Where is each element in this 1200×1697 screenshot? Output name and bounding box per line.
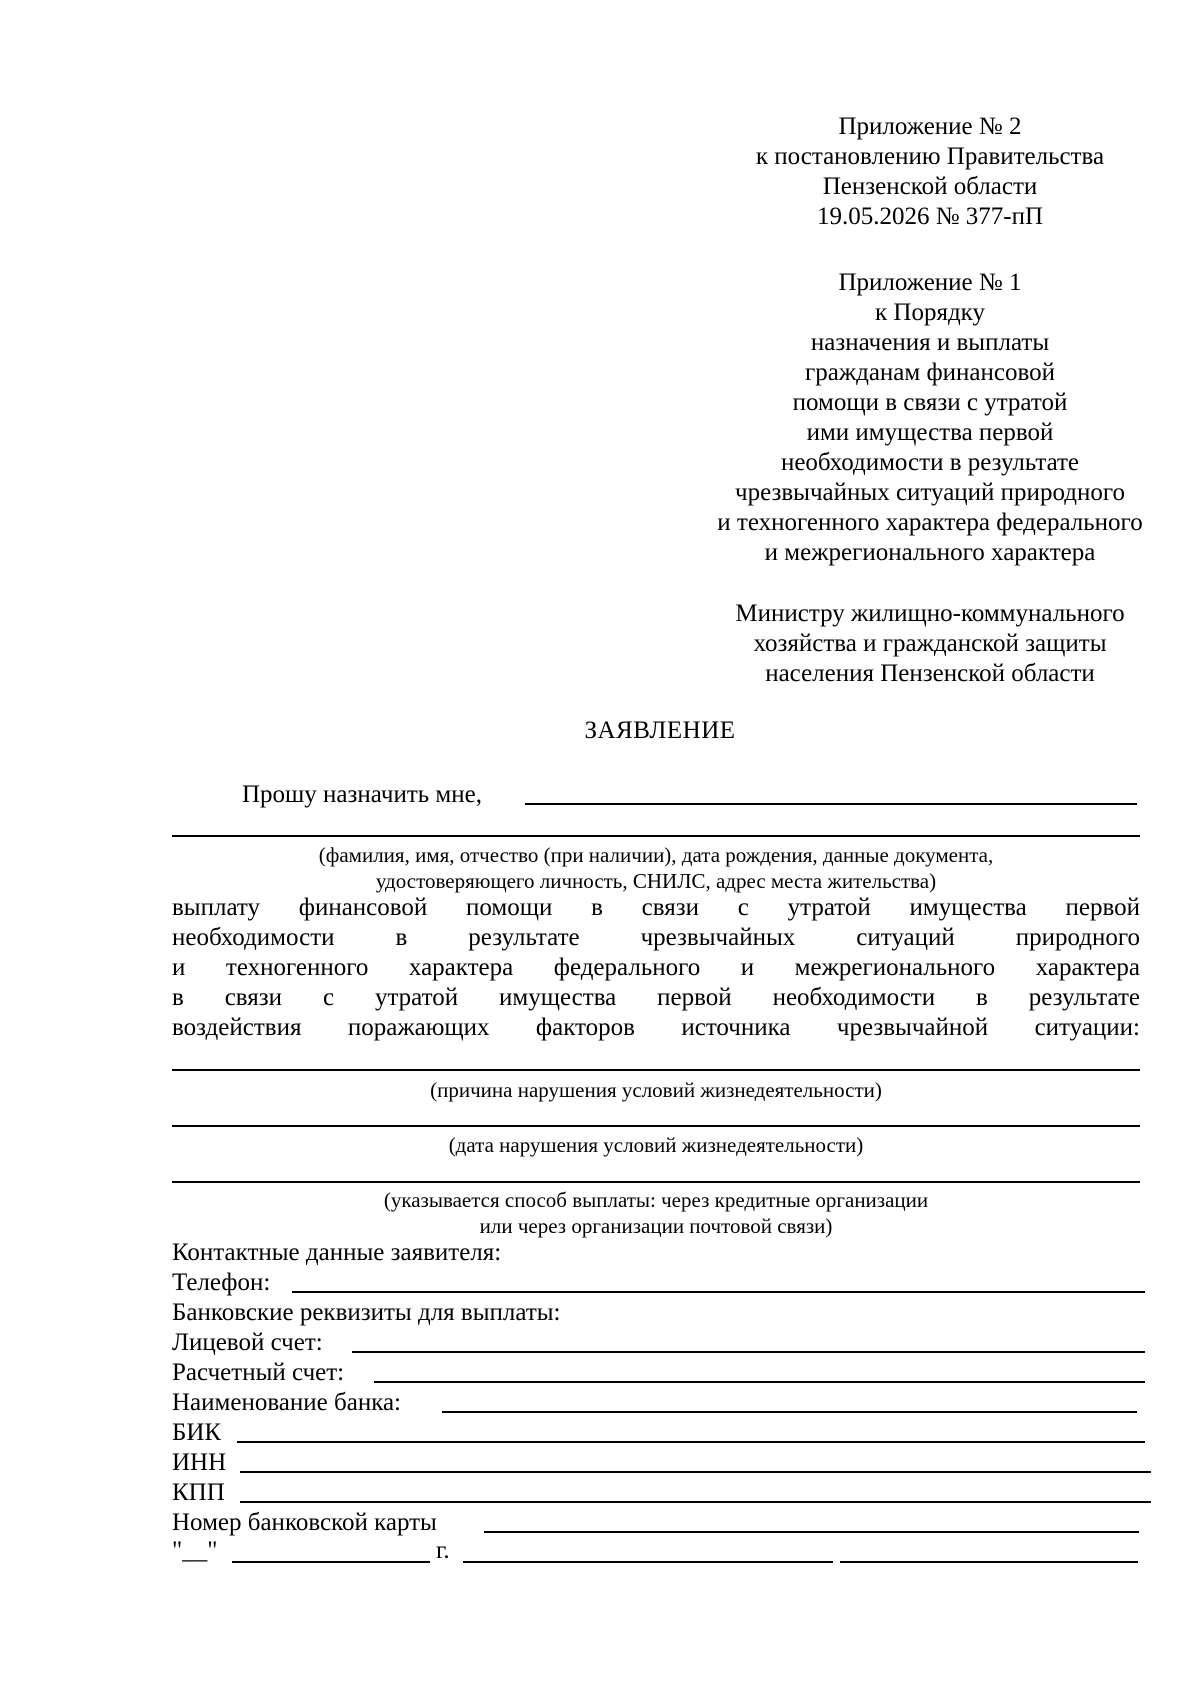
phone-field-line[interactable] xyxy=(292,1291,1145,1293)
payment-method-caption xyxy=(172,1187,1140,1239)
body-line xyxy=(172,983,1140,1013)
addressee-line: Министру жилищно-коммунального xyxy=(735,600,1125,627)
signature-name-field-line[interactable] xyxy=(463,1561,833,1563)
date-field-line[interactable] xyxy=(172,1125,1140,1127)
appendix-2-line: к постановлению Правительства xyxy=(755,143,1105,170)
contacts-heading: Контактные данные заявителя: xyxy=(172,1239,502,1266)
settlement-account-label: Расчетный счет: xyxy=(172,1359,345,1386)
body-line-text: в связи с утратой имущества первой необходимости в результате xyxy=(172,984,1140,1011)
request-intro: Прошу назначить мне, xyxy=(242,781,482,808)
applicant-field-line[interactable] xyxy=(525,803,1137,805)
addressee-line: хозяйства и гражданской защиты xyxy=(753,630,1107,657)
bank-heading: Банковские реквизиты для выплаты: xyxy=(172,1299,561,1326)
appendix-2-line: Приложение № 2 xyxy=(838,113,1022,140)
bank-name-label: Наименование банка: xyxy=(172,1389,402,1416)
body-line-text: воздействия поражающих факторов источника чрезвычайной ситуации: xyxy=(172,1014,1140,1041)
addressee-line: населения Пензенской области xyxy=(765,660,1095,687)
applicant-field-line-2[interactable] xyxy=(172,835,1140,837)
reason-caption: (причина нарушения условий жизнедеятельности) xyxy=(430,1078,882,1102)
reason-field-line[interactable] xyxy=(172,1069,1140,1071)
body-line xyxy=(172,893,1140,923)
body-line xyxy=(172,1013,1140,1043)
bik-field-line[interactable] xyxy=(237,1441,1145,1443)
body-line-text: выплату финансовой помощи в связи с утратой имущества первой xyxy=(172,894,1140,921)
appendix-1-line: Приложение № 1 xyxy=(838,269,1022,296)
applicant-caption xyxy=(172,842,1140,894)
card-number-field-line[interactable] xyxy=(484,1531,1139,1533)
kpp-label: КПП xyxy=(172,1479,225,1506)
year-suffix: г. xyxy=(436,1537,450,1564)
signature-date-quote: "__" xyxy=(172,1537,218,1564)
body-line-text: необходимости в результате чрезвычайных ситуаций природного xyxy=(172,924,1140,951)
bik-label: БИК xyxy=(172,1419,222,1446)
appendix-2-date-number: 19.05.2026 № 377-пП xyxy=(816,203,1044,230)
signature-month-field-line[interactable] xyxy=(232,1561,430,1563)
addressee-block xyxy=(670,599,1190,689)
appendix-1-header xyxy=(650,268,1200,568)
inn-field-line[interactable] xyxy=(240,1471,1151,1473)
signature-field-line[interactable] xyxy=(840,1561,1138,1563)
card-number-label: Номер банковской карты xyxy=(172,1509,437,1536)
appendix-1-line: и межрегионального характера xyxy=(764,539,1096,566)
appendix-1-line: гражданам финансовой xyxy=(804,359,1056,386)
appendix-1-line: необходимости в результате xyxy=(780,449,1080,476)
payment-method-field-line[interactable] xyxy=(172,1181,1140,1183)
body-line xyxy=(172,923,1140,953)
date-caption: (дата нарушения условий жизнедеятельности) xyxy=(448,1133,864,1157)
inn-label: ИНН xyxy=(172,1449,227,1476)
bank-name-field-line[interactable] xyxy=(442,1411,1137,1413)
appendix-1-line: помощи в связи с утратой xyxy=(792,389,1068,416)
document-title: ЗАЯВЛЕНИЕ xyxy=(584,717,736,744)
applicant-caption-line: (фамилия, имя, отчество (при наличии), дата рождения, данные документа, xyxy=(318,843,994,867)
personal-account-field-line[interactable] xyxy=(352,1351,1145,1353)
body-line-text: и техногенного характера федерального и межрегионального характера xyxy=(172,954,1140,981)
body-line xyxy=(172,953,1140,983)
personal-account-label: Лицевой счет: xyxy=(172,1329,323,1356)
appendix-1-line: назначения и выплаты xyxy=(810,329,1050,356)
appendix-2-header xyxy=(690,112,1170,232)
appendix-1-line: и техногенного характера федерального xyxy=(717,509,1143,536)
settlement-account-field-line[interactable] xyxy=(374,1381,1145,1383)
payment-caption-line: (указывается способ выплаты: через кредитные организации xyxy=(383,1188,929,1212)
appendix-1-line: ими имущества первой xyxy=(806,419,1054,446)
appendix-1-line: к Порядку xyxy=(875,299,985,326)
phone-label: Телефон: xyxy=(172,1269,271,1296)
kpp-field-line[interactable] xyxy=(240,1501,1151,1503)
applicant-caption-line: удостоверяющего личность, СНИЛС, адрес места жительства) xyxy=(375,869,937,893)
appendix-2-line: Пензенской области xyxy=(822,173,1038,200)
appendix-1-line: чрезвычайных ситуаций природного xyxy=(735,479,1125,506)
payment-caption-line: или через организации почтовой связи) xyxy=(479,1214,833,1238)
